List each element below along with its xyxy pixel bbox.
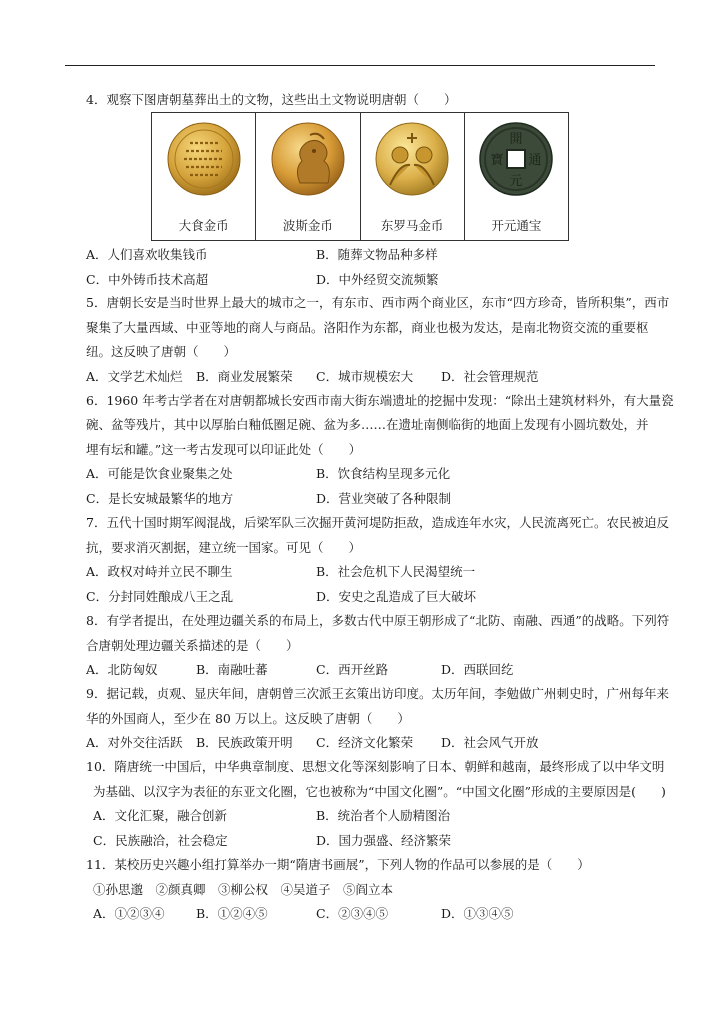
question-9-stem-line-2: 华的外国商人，至少在 80 万以上。这反映了唐朝（ ） [86, 711, 410, 726]
question-11-option-b: B．①②④⑤ [196, 906, 268, 921]
question-7-option-a: A．政权对峙并立民不聊生 [86, 564, 233, 579]
coin-caption-4: 开元通宝 [491, 218, 542, 233]
question-4-option-c: C．中外铸币技术高超 [86, 272, 209, 287]
question-10-stem-line-1: 10．隋唐统一中国后，中华典章制度、思想文化等深刻影响了日本、朝鲜和越南，最终形成了以中华文明 [86, 759, 665, 774]
question-5-stem-line-2: 聚集了大量西域、中亚等地的商人与商品。洛阳作为东都，商业也极为发达，是南北物资交流的重要枢 [86, 320, 649, 335]
question-5-stem-line-1: 5．唐朝长安是当时世界上最大的城市之一，有东市、西市两个商业区，东市“四方珍奇，皆所积集”，西市 [86, 295, 670, 310]
question-9-option-d: D．社会风气开放 [441, 735, 539, 750]
question-6-stem-line-2: 碗、盆等残片，其中以厚胎白釉低圈足碗、盆为多……在遗址南侧临街的地面上发现有小圆坑数处，并 [86, 417, 649, 432]
question-6-stem-line-1: 6．1960 年考古学者在对唐朝都城长安西市南大街东端遗址的挖掘中发现：“除出土建筑材料外，有大量瓷 [86, 393, 674, 408]
question-11-option-a: A．①②③④ [93, 906, 165, 921]
question-6-option-a: A．可能是饮食业聚集之处 [86, 466, 233, 481]
question-10-stem-line-2: 为基础、以汉字为表征的东亚文化圈，它也被称为“中国文化圈”。“中国文化圈”形成的主要原因是( ) [93, 784, 666, 799]
question-11-stem-line-1: 11．某校历史兴趣小组打算举办一期“隋唐书画展”，下列人物的作品可以参展的是（ ） [86, 857, 590, 872]
svg-text:通: 通 [528, 153, 542, 168]
question-7-stem-line-1: 7．五代十国时期军阀混战，后梁军队三次掘开黄河堤防拒敌，造成连年水灾，人民流离死亡。农民被迫反 [86, 515, 669, 530]
question-6-option-c: C．是长安城最繁华的地方 [86, 491, 234, 506]
question-9-option-c: C．经济文化繁荣 [316, 735, 414, 750]
question-8-stem-line-2: 合唐朝处理边疆关系描述的是（ ） [86, 638, 299, 653]
byzantine-gold-coin-image [374, 121, 450, 197]
question-8-option-a: A．北防匈奴 [86, 662, 158, 677]
question-10-option-c: C．民族融洽，社会稳定 [93, 833, 228, 848]
question-8-stem-line-1: 8．有学者提出，在处理边疆关系的布局上，多数古代中原王朝形成了“北防、南融、西通”的战略。下列符 [86, 613, 670, 628]
header-rule [65, 65, 655, 66]
sasanian-gold-coin-image [270, 121, 346, 197]
question-8-option-d: D．西联回纥 [441, 662, 514, 677]
question-11-option-d: D．①③④⑤ [441, 906, 514, 921]
question-8-option-b: B．南融吐蕃 [196, 662, 268, 677]
question-7-option-c: C．分封同姓酿成八王之乱 [86, 589, 234, 604]
question-5-option-b: B．商业发展繁荣 [196, 369, 293, 384]
question-10-option-b: B．统治者个人励精图治 [316, 808, 451, 823]
question-5-option-c: C．城市规模宏大 [316, 369, 414, 384]
question-6-option-d: D．营业突破了各种限制 [316, 491, 452, 506]
question-8-option-c: C．西开丝路 [316, 662, 389, 677]
svg-text:開: 開 [509, 132, 523, 147]
question-10-option-a: A．文化汇聚，融合创新 [93, 808, 228, 823]
coin-caption-1: 大食金币 [178, 218, 229, 233]
question-11-stem-line-2: ①孙思邈 ②颜真卿 ③柳公权 ④吴道子 ⑤阎立本 [93, 882, 394, 897]
question-9-option-a: A．对外交往活跃 [86, 735, 183, 750]
question-9-stem-line-1: 9．据记载，贞观、显庆年间，唐朝曾三次派王玄策出访印度。太历年间，李勉做广州刺史时，广州每年来 [86, 686, 669, 701]
question-4-stem: 4．观察下图唐朝墓葬出土的文物，这些出土文物说明唐朝（ ） [86, 92, 457, 107]
question-6-option-b: B．饮食结构呈现多元化 [316, 466, 451, 481]
question-5-option-d: D．社会管理规范 [441, 369, 539, 384]
question-6-stem-line-3: 埋有坛和罐。”这一考古发现可以印证此处（ ） [86, 442, 362, 457]
svg-text:元: 元 [509, 174, 523, 189]
abbasid-gold-coin-image [166, 121, 242, 197]
question-7-option-d: D．安史之乱造成了巨大破坏 [316, 589, 477, 604]
question-4-option-a: A．人们喜欢收集钱币 [86, 247, 208, 262]
coin-caption-3: 东罗马金币 [380, 218, 444, 233]
question-11-option-c: C．②③④⑤ [316, 906, 389, 921]
coin-figure [151, 112, 569, 241]
question-9-option-b: B．民族政策开明 [196, 735, 293, 750]
question-5-stem-line-3: 纽。这反映了唐朝（ ） [86, 344, 237, 359]
question-5-option-a: A．文学艺术灿烂 [86, 369, 183, 384]
coin-caption-2: 波斯金币 [282, 218, 333, 233]
question-4-option-b: B．随葬文物品种多样 [316, 247, 438, 262]
kaiyuan-tongbao-coin-image [478, 121, 554, 197]
question-7-stem-line-2: 抗，要求消灭割据，建立统一国家。可见（ ） [86, 540, 362, 555]
svg-text:寶: 寶 [490, 153, 504, 168]
question-10-option-d: D．国力强盛、经济繁荣 [316, 833, 452, 848]
question-4-option-d: D．中外经贸交流频繁 [316, 272, 439, 287]
question-7-option-b: B．社会危机下人民渴望统一 [316, 564, 476, 579]
